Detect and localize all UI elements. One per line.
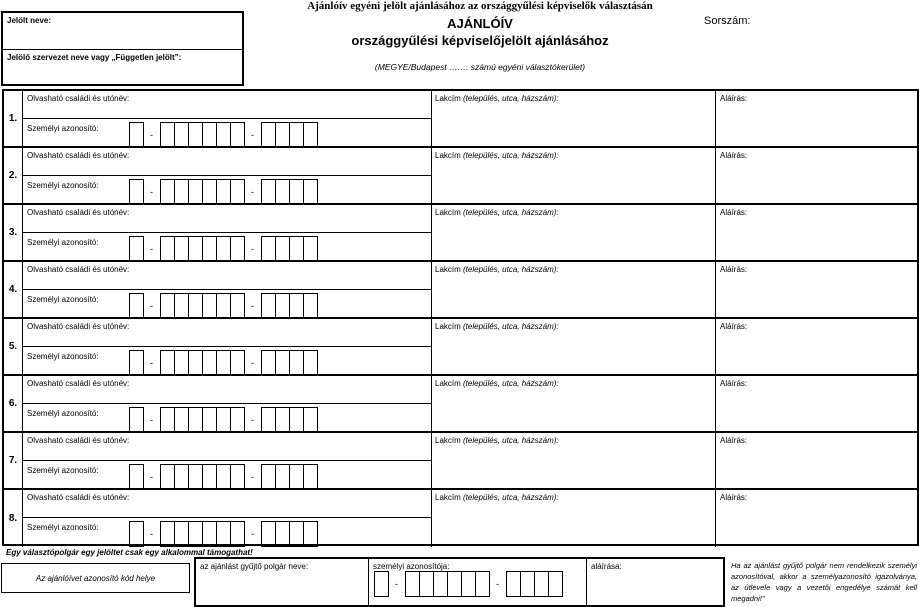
- id-digit-box[interactable]: [174, 350, 189, 376]
- id-digit-box[interactable]: [129, 407, 144, 433]
- candidate-name-field[interactable]: [3, 13, 242, 50]
- id-digit-box[interactable]: [174, 293, 189, 319]
- candidate-name-label: Jelölt neve:: [7, 16, 52, 25]
- id-digit-box[interactable]: [188, 293, 203, 319]
- address-field[interactable]: [432, 490, 716, 547]
- signature-label: Aláírás:: [720, 208, 748, 217]
- id-digit-box[interactable]: [303, 464, 318, 490]
- id-digit-box[interactable]: [303, 122, 318, 148]
- id-digit-box[interactable]: [230, 236, 245, 262]
- collector-signature-field[interactable]: [587, 559, 723, 605]
- nominator-row: [4, 262, 917, 319]
- id-digit-box[interactable]: [303, 236, 318, 262]
- id-digit-box[interactable]: [275, 521, 290, 547]
- id-digit-box[interactable]: [230, 521, 245, 547]
- nominator-row: [4, 376, 917, 433]
- id-digit-box[interactable]: [275, 293, 290, 319]
- signature-label: Aláírás:: [720, 493, 748, 502]
- row-number: 3.: [4, 205, 23, 260]
- address-label: Lakcím (település, utca, házszám):: [435, 436, 559, 445]
- id-digit-box[interactable]: [275, 350, 290, 376]
- row-number: 4.: [4, 262, 23, 317]
- id-digit-box[interactable]: [461, 571, 476, 597]
- id-digit-box[interactable]: [548, 571, 563, 597]
- name-label: Olvasható családi és utónév:: [27, 379, 130, 388]
- nominator-row: [4, 319, 917, 376]
- id-separator: -: [150, 187, 153, 197]
- address-field[interactable]: [432, 433, 716, 488]
- id-separator: -: [251, 130, 254, 140]
- id-digit-box[interactable]: [202, 521, 217, 547]
- id-boxes: [129, 521, 317, 547]
- candidate-header-box: [1, 11, 244, 86]
- id-boxes: [129, 236, 317, 262]
- address-label: Lakcím (település, utca, házszám):: [435, 265, 559, 274]
- id-digit-box[interactable]: [261, 464, 276, 490]
- id-digit-box[interactable]: [303, 521, 318, 547]
- nominator-id-field[interactable]: [23, 233, 432, 262]
- nominating-org-label: Jelölő szervezet neve vagy „Független jelölt”:: [7, 53, 182, 62]
- id-digit-box[interactable]: [261, 122, 276, 148]
- nominator-name-field[interactable]: [23, 148, 432, 176]
- address-label: Lakcím (település, utca, házszám):: [435, 208, 559, 217]
- id-digit-box[interactable]: [289, 122, 304, 148]
- id-separator: -: [251, 415, 254, 425]
- row-number: 5.: [4, 319, 23, 374]
- collector-id-label: személyi azonosítója:: [373, 562, 450, 571]
- id-digit-box[interactable]: [174, 464, 189, 490]
- name-label: Olvasható családi és utónév:: [27, 94, 130, 103]
- nominator-id-field[interactable]: [23, 518, 432, 547]
- id-digit-box[interactable]: [129, 464, 144, 490]
- id-digit-box[interactable]: [230, 122, 245, 148]
- address-label: Lakcím (település, utca, házszám):: [435, 379, 559, 388]
- id-digit-box[interactable]: [289, 179, 304, 205]
- id-separator: -: [150, 529, 153, 539]
- signature-field[interactable]: [716, 490, 917, 547]
- id-digit-box[interactable]: [202, 122, 217, 148]
- id-digit-box[interactable]: [202, 236, 217, 262]
- name-label: Olvasható családi és utónév:: [27, 265, 130, 274]
- id-separator: -: [251, 244, 254, 254]
- collector-name-label: az ajánlást gyűjtő polgár neve:: [200, 562, 309, 571]
- signature-field[interactable]: [716, 205, 917, 260]
- id-digit-box[interactable]: [129, 293, 144, 319]
- id-separator: -: [251, 301, 254, 311]
- id-digit-box[interactable]: [419, 571, 434, 597]
- signature-field[interactable]: [716, 319, 917, 374]
- id-digit-box[interactable]: [447, 571, 462, 597]
- id-digit-box[interactable]: [160, 521, 175, 547]
- id-digit-box[interactable]: [230, 350, 245, 376]
- id-digit-box[interactable]: [303, 179, 318, 205]
- address-field[interactable]: [432, 91, 716, 146]
- id-label: Személyi azonosító:: [27, 181, 99, 190]
- id-digit-box[interactable]: [506, 571, 521, 597]
- name-label: Olvasható családi és utónév:: [27, 151, 130, 160]
- row-number: 8.: [4, 490, 23, 547]
- signature-field[interactable]: [716, 91, 917, 146]
- id-separator: -: [150, 301, 153, 311]
- name-label: Olvasható családi és utónév:: [27, 322, 130, 331]
- id-separator: -: [150, 244, 153, 254]
- id-separator: -: [150, 130, 153, 140]
- signature-label: Aláírás:: [720, 436, 748, 445]
- id-boxes: [129, 407, 317, 433]
- signature-label: Aláírás:: [720, 151, 748, 160]
- nominator-row: [4, 490, 917, 547]
- id-digit-box[interactable]: [216, 179, 231, 205]
- id-boxes: [129, 293, 317, 319]
- name-label: Olvasható családi és utónév:: [27, 436, 130, 445]
- row-number: 7.: [4, 433, 23, 488]
- id-label: Személyi azonosító:: [27, 352, 99, 361]
- address-label: Lakcím (település, utca, házszám):: [435, 322, 559, 331]
- id-digit-box[interactable]: [475, 571, 490, 597]
- id-label: Személyi azonosító:: [27, 238, 99, 247]
- id-digit-box[interactable]: [129, 179, 144, 205]
- nominator-name-field[interactable]: [23, 433, 432, 461]
- id-separator: -: [251, 187, 254, 197]
- id-digit-box[interactable]: [216, 236, 231, 262]
- warning-text: Egy választópolgár egy jelöltet csak egy alkalommal támogathat!: [6, 548, 253, 557]
- id-digit-box[interactable]: [289, 350, 304, 376]
- nominator-id-field[interactable]: [23, 461, 432, 490]
- nominator-name-field[interactable]: [23, 319, 432, 347]
- id-digit-box[interactable]: [160, 236, 175, 262]
- nominator-name-field[interactable]: [23, 376, 432, 404]
- id-digit-box[interactable]: [261, 350, 276, 376]
- nominator-row: [4, 91, 917, 148]
- id-digit-box[interactable]: [289, 521, 304, 547]
- id-digit-box[interactable]: [230, 407, 245, 433]
- id-digit-box[interactable]: [160, 407, 175, 433]
- id-digit-box[interactable]: [174, 407, 189, 433]
- signature-field[interactable]: [716, 148, 917, 203]
- id-digit-box[interactable]: [433, 571, 448, 597]
- id-digit-box[interactable]: [261, 293, 276, 319]
- id-digit-box[interactable]: [160, 464, 175, 490]
- id-digit-box[interactable]: [261, 179, 276, 205]
- id-digit-box[interactable]: [160, 122, 175, 148]
- id-digit-box[interactable]: [216, 122, 231, 148]
- id-boxes: [129, 350, 317, 376]
- id-digit-box[interactable]: [216, 521, 231, 547]
- name-label: Olvasható családi és utónév:: [27, 493, 130, 502]
- id-label: Személyi azonosító:: [27, 466, 99, 475]
- signature-label: Aláírás:: [720, 94, 748, 103]
- collector-name-field[interactable]: [196, 559, 369, 605]
- id-digit-box[interactable]: [289, 464, 304, 490]
- id-digit-box[interactable]: [129, 236, 144, 262]
- signature-label: Aláírás:: [720, 379, 748, 388]
- id-digit-box[interactable]: [275, 464, 290, 490]
- id-digit-box[interactable]: [174, 122, 189, 148]
- id-digit-box[interactable]: [275, 407, 290, 433]
- id-label: Személyi azonosító:: [27, 124, 99, 133]
- nomination-table: [2, 89, 919, 546]
- id-boxes: [129, 179, 317, 205]
- nominator-id-field[interactable]: [23, 404, 432, 433]
- id-digit-box[interactable]: [160, 350, 175, 376]
- id-digit-box[interactable]: [129, 521, 144, 547]
- id-digit-box[interactable]: [129, 122, 144, 148]
- nominator-name-field[interactable]: [23, 91, 432, 119]
- id-digit-box[interactable]: [216, 464, 231, 490]
- id-digit-box[interactable]: [188, 350, 203, 376]
- id-boxes: [129, 464, 317, 490]
- id-digit-box[interactable]: [289, 407, 304, 433]
- footnote: Ha az ajánlást gyűjtő polgár nem rendelkezik személyi azonosítóval, akkor a személyazonosító igazolványa, az útlevele vagy a vezetői engedélye számát kell megadni!": [731, 561, 917, 603]
- id-digit-box[interactable]: [188, 179, 203, 205]
- id-digit-box[interactable]: [230, 464, 245, 490]
- id-digit-box[interactable]: [188, 236, 203, 262]
- nominator-id-field[interactable]: [23, 119, 432, 148]
- id-separator: -: [251, 529, 254, 539]
- nominator-id-field[interactable]: [23, 176, 432, 205]
- nominator-id-field[interactable]: [23, 290, 432, 319]
- collector-id-boxes: [374, 571, 562, 597]
- id-label: Személyi azonosító:: [27, 295, 99, 304]
- id-digit-box[interactable]: [289, 236, 304, 262]
- id-digit-box[interactable]: [303, 293, 318, 319]
- id-digit-box[interactable]: [202, 350, 217, 376]
- id-digit-box[interactable]: [534, 571, 549, 597]
- row-number: 1.: [4, 91, 23, 146]
- id-digit-box[interactable]: [174, 236, 189, 262]
- id-digit-box[interactable]: [261, 407, 276, 433]
- nominator-row: [4, 205, 917, 262]
- id-digit-box[interactable]: [216, 293, 231, 319]
- form-subtitle: országgyűlési képviselőjelölt ajánlásához: [351, 33, 609, 48]
- id-separator: -: [150, 358, 153, 368]
- nominator-id-field[interactable]: [23, 347, 432, 376]
- id-digit-box[interactable]: [230, 293, 245, 319]
- address-label: Lakcím (település, utca, házszám):: [435, 94, 559, 103]
- id-digit-box[interactable]: [275, 179, 290, 205]
- form-title: AJÁNLÓÍV: [447, 16, 513, 31]
- signature-field[interactable]: [716, 433, 917, 488]
- id-digit-box[interactable]: [160, 179, 175, 205]
- id-digit-box[interactable]: [261, 236, 276, 262]
- id-digit-box[interactable]: [230, 179, 245, 205]
- id-digit-box[interactable]: [202, 407, 217, 433]
- id-separator: -: [150, 472, 153, 482]
- document-title: Ajánlóív egyéni jelölt ajánlásához az országgyűlési képviselők választásán: [307, 0, 653, 12]
- nominator-name-field[interactable]: [23, 262, 432, 290]
- id-digit-box[interactable]: [275, 236, 290, 262]
- id-boxes: [129, 122, 317, 148]
- address-field[interactable]: [432, 319, 716, 374]
- id-digit-box[interactable]: [188, 407, 203, 433]
- nominator-row: [4, 148, 917, 205]
- code-placeholder-box: [1, 563, 190, 593]
- district-line: (MEGYE/Budapest ……. számú egyéni választókerület): [374, 62, 586, 72]
- collector-section: [194, 557, 725, 607]
- id-separator: -: [251, 472, 254, 482]
- collector-id-field[interactable]: [369, 559, 587, 605]
- signature-label: Aláírás:: [720, 322, 748, 331]
- row-number: 6.: [4, 376, 23, 431]
- code-box-label: Az ajánlóívet azonosító kód helye: [35, 573, 156, 583]
- id-digit-box[interactable]: [520, 571, 535, 597]
- id-digit-box[interactable]: [216, 350, 231, 376]
- id-digit-box[interactable]: [174, 521, 189, 547]
- name-label: Olvasható családi és utónév:: [27, 208, 130, 217]
- id-digit-box[interactable]: [202, 293, 217, 319]
- nominator-row: [4, 433, 917, 490]
- id-digit-box[interactable]: [303, 407, 318, 433]
- id-label: Személyi azonosító:: [27, 409, 99, 418]
- id-digit-box[interactable]: [188, 122, 203, 148]
- id-digit-box[interactable]: [129, 350, 144, 376]
- id-digit-box[interactable]: [405, 571, 420, 597]
- signature-field[interactable]: [716, 376, 917, 431]
- signature-label: Aláírás:: [720, 265, 748, 274]
- id-digit-box[interactable]: [216, 407, 231, 433]
- row-number: 2.: [4, 148, 23, 203]
- id-digit-box[interactable]: [202, 179, 217, 205]
- id-digit-box[interactable]: [174, 179, 189, 205]
- address-field[interactable]: [432, 205, 716, 260]
- id-digit-box[interactable]: [188, 464, 203, 490]
- nominator-name-field[interactable]: [23, 205, 432, 233]
- collector-signature-label: aláírása:: [591, 562, 622, 571]
- id-digit-box[interactable]: [160, 293, 175, 319]
- id-separator: -: [395, 579, 398, 589]
- id-digit-box[interactable]: [303, 350, 318, 376]
- address-field[interactable]: [432, 262, 716, 317]
- address-field[interactable]: [432, 376, 716, 431]
- id-digit-box[interactable]: [289, 293, 304, 319]
- nominator-name-field[interactable]: [23, 490, 432, 518]
- address-label: Lakcím (település, utca, házszám):: [435, 151, 559, 160]
- address-label: Lakcím (település, utca, házszám):: [435, 493, 559, 502]
- signature-field[interactable]: [716, 262, 917, 317]
- id-separator: -: [150, 415, 153, 425]
- serial-number-label: Sorszám:: [704, 15, 751, 27]
- id-digit-box[interactable]: [275, 122, 290, 148]
- id-separator: -: [496, 579, 499, 589]
- id-label: Személyi azonosító:: [27, 523, 99, 532]
- id-digit-box[interactable]: [261, 521, 276, 547]
- id-digit-box[interactable]: [188, 521, 203, 547]
- id-separator: -: [251, 358, 254, 368]
- id-digit-box[interactable]: [202, 464, 217, 490]
- address-field[interactable]: [432, 148, 716, 203]
- id-digit-box[interactable]: [374, 571, 389, 597]
